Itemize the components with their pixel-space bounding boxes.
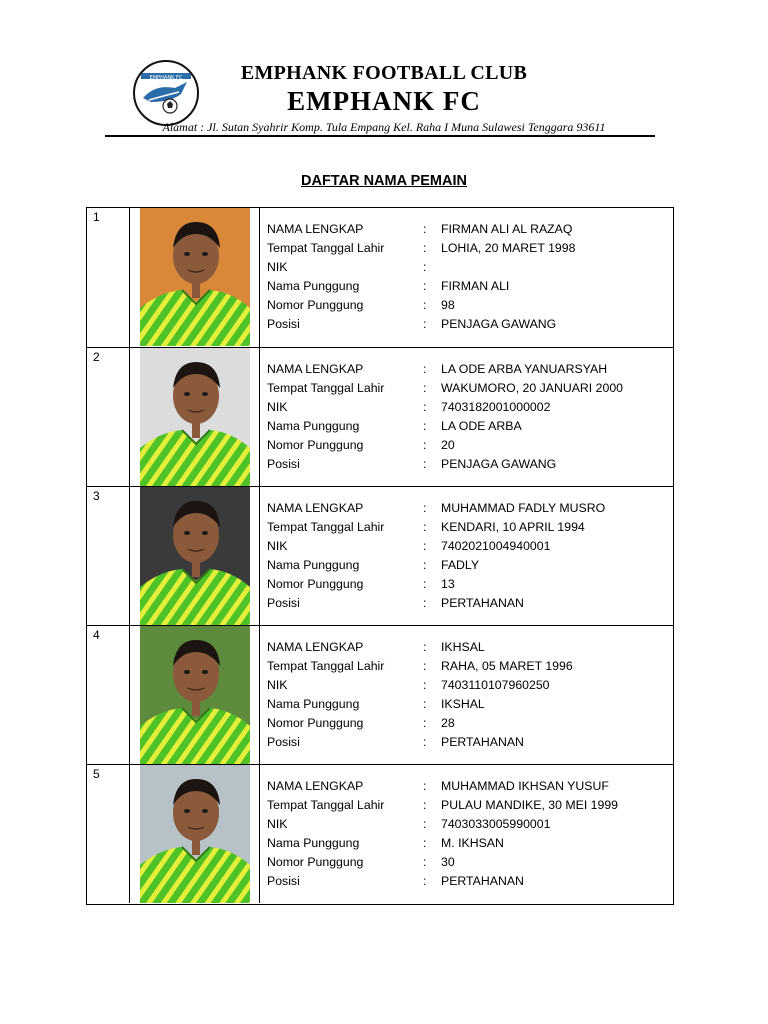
info-line <box>267 298 667 316</box>
colon-separator: : <box>423 501 427 515</box>
value-position: PENJAGA GAWANG <box>441 457 557 471</box>
colon-separator: : <box>423 539 427 553</box>
colon-separator: : <box>423 779 427 793</box>
info-line <box>267 362 667 380</box>
colon-separator: : <box>423 659 427 673</box>
label-back-number: Nomor Punggung <box>267 716 364 730</box>
value-full-name: MUHAMMAD IKHSAN YUSUF <box>441 779 609 793</box>
value-back-number: 30 <box>441 855 455 869</box>
value-back-number: 20 <box>441 438 455 452</box>
label-nik: NIK <box>267 260 288 274</box>
label-back-number: Nomor Punggung <box>267 298 364 312</box>
player-number: 4 <box>93 628 100 642</box>
value-full-name: LA ODE ARBA YANUARSYAH <box>441 362 608 376</box>
colon-separator: : <box>423 457 427 471</box>
value-position: PERTAHANAN <box>441 735 524 749</box>
info-line <box>267 501 667 519</box>
info-line <box>267 678 667 696</box>
colon-separator: : <box>423 400 427 414</box>
info-line <box>267 779 667 797</box>
colon-separator: : <box>423 279 427 293</box>
info-line <box>267 260 667 278</box>
info-line <box>267 735 667 753</box>
value-position: PENJAGA GAWANG <box>441 317 557 331</box>
logo-text: EMPHANK FC <box>149 75 183 81</box>
label-position: Posisi <box>267 596 300 610</box>
info-line <box>267 279 667 297</box>
info-line <box>267 817 667 835</box>
value-back-number: 98 <box>441 298 455 312</box>
info-line <box>267 798 667 816</box>
colon-separator: : <box>423 362 427 376</box>
colon-separator: : <box>423 855 427 869</box>
club-name: EMPHANK FOOTBALL CLUB <box>240 62 528 84</box>
label-nik: NIK <box>267 678 288 692</box>
label-birth: Tempat Tanggal Lahir <box>267 798 385 812</box>
value-nik: 7403182001000002 <box>441 400 551 414</box>
info-line <box>267 596 667 614</box>
label-birth: Tempat Tanggal Lahir <box>267 520 385 534</box>
colon-separator: : <box>423 222 427 236</box>
info-line <box>267 659 667 677</box>
column-divider-number <box>129 765 130 903</box>
player-photo <box>140 765 250 903</box>
colon-separator: : <box>423 874 427 888</box>
column-divider-photo <box>259 765 260 903</box>
document-title: DAFTAR NAMA PEMAIN <box>301 173 467 189</box>
info-line <box>267 577 667 595</box>
player-photo <box>140 208 250 346</box>
colon-separator: : <box>423 836 427 850</box>
value-nik: 7403033005990001 <box>441 817 551 831</box>
info-line <box>267 855 667 873</box>
info-line <box>267 558 667 576</box>
colon-separator: : <box>423 817 427 831</box>
label-nik: NIK <box>267 400 288 414</box>
column-divider-photo <box>259 487 260 625</box>
header-rule <box>105 135 655 137</box>
label-full-name: NAMA LENGKAP <box>267 640 364 654</box>
colon-separator: : <box>423 697 427 711</box>
label-full-name: NAMA LENGKAP <box>267 779 364 793</box>
colon-separator: : <box>423 716 427 730</box>
label-position: Posisi <box>267 317 300 331</box>
column-divider-number <box>129 487 130 625</box>
column-divider-photo <box>259 208 260 347</box>
value-back-name: IKSHAL <box>441 697 485 711</box>
value-birth: LOHIA, 20 MARET 1998 <box>441 241 576 255</box>
player-number: 5 <box>93 767 100 781</box>
value-nik: 7402021004940001 <box>441 539 551 553</box>
label-full-name: NAMA LENGKAP <box>267 362 364 376</box>
info-line <box>267 457 667 475</box>
colon-separator: : <box>423 381 427 395</box>
info-line <box>267 381 667 399</box>
value-birth: WAKUMORO, 20 JANUARI 2000 <box>441 381 623 395</box>
label-nik: NIK <box>267 539 288 553</box>
colon-separator: : <box>423 438 427 452</box>
value-full-name: IKHSAL <box>441 640 485 654</box>
player-row <box>87 764 673 903</box>
info-line <box>267 640 667 658</box>
value-full-name: MUHAMMAD FADLY MUSRO <box>441 501 606 515</box>
info-line <box>267 222 667 240</box>
value-birth: RAHA, 05 MARET 1996 <box>441 659 573 673</box>
colon-separator: : <box>423 798 427 812</box>
player-roster-table <box>86 207 674 905</box>
info-line <box>267 438 667 456</box>
colon-separator: : <box>423 640 427 654</box>
info-line <box>267 241 667 259</box>
label-back-name: Nama Punggung <box>267 419 360 433</box>
colon-separator: : <box>423 260 427 274</box>
player-row <box>87 625 673 764</box>
label-birth: Tempat Tanggal Lahir <box>267 659 385 673</box>
label-birth: Tempat Tanggal Lahir <box>267 381 385 395</box>
label-back-number: Nomor Punggung <box>267 577 364 591</box>
label-back-name: Nama Punggung <box>267 836 360 850</box>
club-short-name: EMPHANK FC <box>287 86 481 116</box>
info-line <box>267 539 667 557</box>
column-divider-photo <box>259 626 260 764</box>
player-number: 2 <box>93 350 100 364</box>
colon-separator: : <box>423 298 427 312</box>
label-position: Posisi <box>267 874 300 888</box>
colon-separator: : <box>423 596 427 610</box>
value-back-number: 13 <box>441 577 455 591</box>
colon-separator: : <box>423 678 427 692</box>
info-line <box>267 317 667 335</box>
info-line <box>267 716 667 734</box>
info-line <box>267 697 667 715</box>
value-back-number: 28 <box>441 716 455 730</box>
player-number: 1 <box>93 210 100 224</box>
label-position: Posisi <box>267 735 300 749</box>
letterhead <box>0 0 768 140</box>
player-number: 3 <box>93 489 100 503</box>
player-photo <box>140 626 250 764</box>
label-back-name: Nama Punggung <box>267 279 360 293</box>
value-birth: KENDARI, 10 APRIL 1994 <box>441 520 585 534</box>
colon-separator: : <box>423 241 427 255</box>
value-nik: 7403110107960250 <box>441 678 550 692</box>
colon-separator: : <box>423 558 427 572</box>
value-position: PERTAHANAN <box>441 596 524 610</box>
value-back-name: FADLY <box>441 558 480 572</box>
colon-separator: : <box>423 735 427 749</box>
info-line <box>267 874 667 892</box>
value-back-name: M. IKHSAN <box>441 836 504 850</box>
value-back-name: FIRMAN ALI <box>441 279 510 293</box>
info-line <box>267 520 667 538</box>
label-back-name: Nama Punggung <box>267 558 360 572</box>
value-back-name: LA ODE ARBA <box>441 419 522 433</box>
value-birth: PULAU MANDIKE, 30 MEI 1999 <box>441 798 619 812</box>
player-row <box>87 486 673 625</box>
info-line <box>267 419 667 437</box>
player-row <box>87 347 673 486</box>
colon-separator: : <box>423 520 427 534</box>
player-row <box>87 208 673 347</box>
colon-separator: : <box>423 317 427 331</box>
label-full-name: NAMA LENGKAP <box>267 222 364 236</box>
column-divider-number <box>129 626 130 764</box>
column-divider-number <box>129 208 130 347</box>
label-nik: NIK <box>267 817 288 831</box>
label-birth: Tempat Tanggal Lahir <box>267 241 385 255</box>
colon-separator: : <box>423 419 427 433</box>
label-back-number: Nomor Punggung <box>267 438 364 452</box>
label-full-name: NAMA LENGKAP <box>267 501 364 515</box>
label-back-number: Nomor Punggung <box>267 855 364 869</box>
label-back-name: Nama Punggung <box>267 697 360 711</box>
value-position: PERTAHANAN <box>441 874 524 888</box>
info-line <box>267 836 667 854</box>
colon-separator: : <box>423 577 427 591</box>
club-address: Alamat : Jl. Sutan Syahrir Komp. Tula Empang Kel. Raha I Muna Sulawesi Tenggara 93611 <box>162 120 606 134</box>
column-divider-photo <box>259 348 260 486</box>
label-position: Posisi <box>267 457 300 471</box>
player-photo <box>140 348 250 486</box>
player-photo <box>140 487 250 625</box>
info-line <box>267 400 667 418</box>
value-full-name: FIRMAN ALI AL RAZAQ <box>441 222 573 236</box>
column-divider-number <box>129 348 130 486</box>
